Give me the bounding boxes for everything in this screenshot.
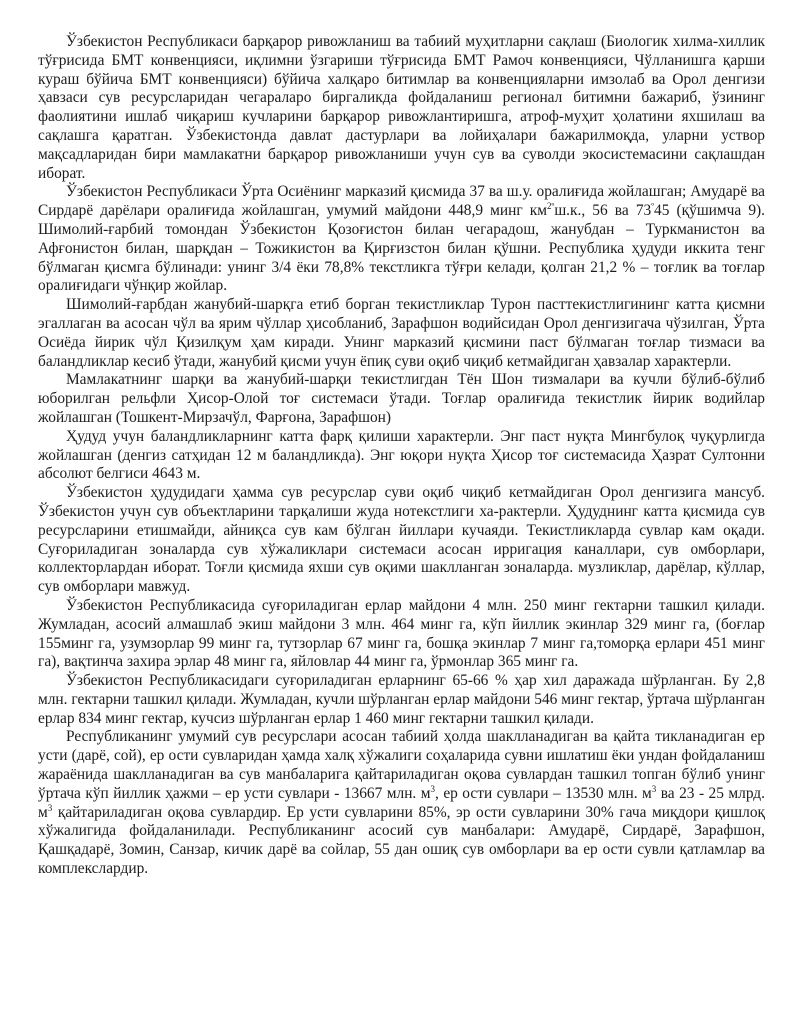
text-run: Ўзбекистон ҳудудидаги ҳамма сув ресурслар суви оқиб чиқиб кетмайдиган Орол денгизига мансуб. Ўзбекистон учун сув объектларини тарқалиши жуда нотекстлиги ха-рактерли. Ҳудуднинг катта қисмида сув ресурсларини етишмайди, айниқса сув кам бўлган йиллари кучаяди. Текистликларда сувлар кам оқади. Суғориладиган зоналарда сув хўжаликлари системаси асосан ирригация каналлари, сув омборлари, коллекторлардан иборат. Тоғли қисмида яхши сув оқими шаклланган зоналарда. музликлар, дарёлар, кўллар, сув омборлари мавжуд. <box>38 484 765 596</box>
paragraph <box>38 428 765 484</box>
text-run: ва 23 - 25 млрд. м <box>38 784 765 821</box>
text-run: Республиканинг умумий сув ресурслари асосан табиий ҳолда шаклланадиган ва қайта тикланадиган ер усти (дарё, сой), ер ости сувларидан ҳамда халқ хўжалиги соҳаларида сувни ишлатиш ёки ундан фойдаланиш жараёнида шаклланадиган ва сув манбаларига қайтариладиган оқова сувлардан ташкил топган бўлиб унинг ўртача кўп йиллик ҳажми – ер усти сувлари - 13667 млн. м <box>38 728 765 802</box>
paragraph <box>38 296 765 371</box>
superscript: 3 <box>651 783 657 794</box>
text-run: Мамлакатнинг шарқи ва жанубий-шарқи текистлигдан Тён Шон тизмалари ва кучли бўлиб-бўлиб юборилган рельфли Ҳисор-Олой тоғ системаси ўтади. Тоғлар оралиғида текистлик йирик водийлар жойлашган (Тошкент-Мирзачўл, Фарғона, Зарафшон) <box>38 371 765 426</box>
paragraph <box>38 371 765 427</box>
text-run: Ҳудуд учун баландликларнинг катта фарқ қилиши характерли. Энг паст нуқта Мингбулоқ чуқурлигда жойлашган (денгиз сатҳидан 12 м баландликда). Энг юқори нуқта Ҳисор тоғ системасида Ҳазрат Султонни абсолют белгиси 4643 м. <box>38 427 765 483</box>
superscript: 2º <box>547 201 555 212</box>
superscript: 3 <box>47 802 53 813</box>
text-run: Ўзбекистон Республикаси барқарор ривожланиш ва табиий муҳитларни сақлаш (Биологик хилма-хиллик тўғрисида БМТ конвенцияси, иқлимни ўзгариши тўғрисида БМТ Рамоч конвенцияси, Чўлланишга қарши кураш бўйича БМТ конвенцияси) бўйича халқаро битимлар ва конвенцияларни имзолаб ва Орол денгизи ҳавзаси сув ресурсларидан чегараларо биргаликда фойдаланиш регионал битимни бажариб, ўзининг фаолиятини ишлаб чиқариш кучларини барқарор ривожлантиришга, атроф-муҳит ҳолатини яхшилаш ва сақлашга қаратган. Ўзбекистонда давлат дастурлари ва лойиҳалари бажарилмоқда, уларни уствор мақсадларидан бири мамлакатни барқарор ривожланиши учун сув ва суволди экосистемасини сақлашдан иборат. <box>38 33 765 182</box>
paragraph <box>38 484 765 597</box>
paragraph <box>38 672 765 728</box>
text-run: Ўзбекистон Республикаси Ўрта Осиёнинг марказий қисмида 37 ва ш.у. оралиғида жойлашган; Амударё ва Сирдарё дарёлари оралиғида жойлашган, умумий майдони 448,9 минг км <box>38 183 765 220</box>
text-run: Шимолий-ғарбдан жанубий-шарқга етиб борган текистликлар Турон пасттекистлигининг катта қисмни эгаллаган ва асосан чўл ва ярим чўллар ҳисобланиб, Зарафшон водийсидан Орол денгизигача чўзилган, Ўрта Осиёда йирик чўл Қизилқум ҳам киради. Унинг марказий қисмини паст бўлмаган тоғлар тизмаси ва баландликлар кесиб ўтади, жанубий қисми учун ёпиқ суви оқиб чиқиб кетмайдиган ҳавзалар характерли. <box>38 296 765 370</box>
text-run: Ўзбекистон Республикасидаги суғориладиган ерларнинг 65-66 % ҳар хил даражада шўрланган. Бу 2,8 млн. гектарни ташкил қилади. Жумладан, кучли шўрланган ерлар майдони 546 минг гектар, ўртача шўрланган ерлар 834 минг гектар, кучсиз шўрланган ерлар 1 460 минг гектарни ташкил қилади. <box>38 672 765 727</box>
paragraph <box>38 728 765 878</box>
superscript: 3 <box>430 783 435 794</box>
text-run: қайтариладиган оқова сувлардир. Ер усти сувларини 85%, эр ости сувларини 30% гача миқдори қишлоқ хўжалигида фойдаланилади. Республиканинг асосий сув манбалари: Амударё, Сирдарё, Зарафшон, Қашқадарё, Зомин, Санзар, кичик дарё ва сойлар, 55 дан ошиқ сув омборлари ва ер ости сувли қатламлар ва комплекслардир. <box>38 803 765 878</box>
superscript: º <box>651 201 655 212</box>
text-run: 45 (қўшимча 9). Шимолий-ғарбий томондан Ўзбекистон Қозоғистон билан чегарадош, жанубдан – Туркманистон ва Афғонистон билан, шарқдан – Тожикистон ва Қирғизстон билан қўшни. Республика ҳудуди иккита тенг бўлмаган қисмга бўлинади: унинг 3/4 ёки 78,8% текстликга тўғри келади, қолган 21,2 % – тоғлик ва тоғлар оралиғидаги чўнқир жойлар. <box>38 202 766 295</box>
document-page <box>38 33 765 879</box>
paragraph <box>38 183 765 296</box>
paragraph <box>38 33 765 183</box>
text-run: Ўзбекистон Республикасида суғориладиган ерлар майдони 4 млн. 250 минг гектарни ташкил қилади. Жумладан, асосий алмашлаб экиш майдони 3 млн. 464 минг га, кўп йиллик экинлар 329 минг га, (боғлар 155минг га, узумзорлар 99 минг га, тутзорлар 67 минг га, бошқа экинлар 7 минг га,томорқа ерлари 451 минг га), вақтинча захира эрлар 48 минг га, яйловлар 44 минг га, ўрмонлар 365 минг га. <box>38 596 765 671</box>
text-run: , ер ости сувлари – 13530 млн. м <box>435 784 652 802</box>
paragraph <box>38 597 765 672</box>
text-run: ш.к., 56 ва 73 <box>554 202 652 220</box>
